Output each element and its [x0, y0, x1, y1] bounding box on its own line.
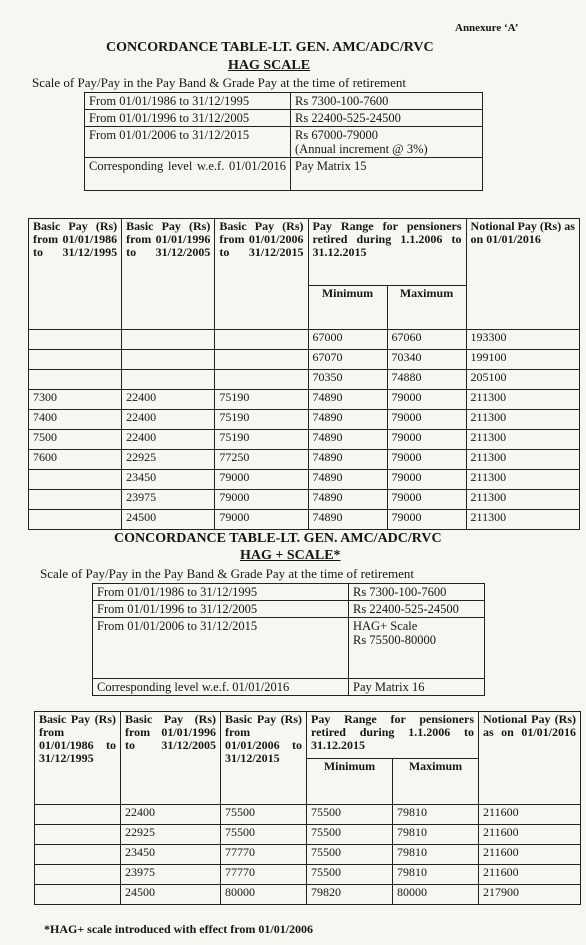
header-basic-pay-1996: Basic Pay (Rs) from 01/01/1996 to 31/12/2005 [121, 712, 221, 805]
period-row [85, 93, 483, 110]
section2-title: CONCORDANCE TABLE-LT. GEN. AMC/ADC/RVC [114, 531, 442, 546]
table-cell: 205100 [466, 370, 579, 390]
table-cell: 70350 [308, 370, 387, 390]
corresponding-row [93, 679, 485, 696]
period-cell: From 01/01/2006 to 31/12/2015 [93, 618, 349, 679]
table-cell [215, 330, 308, 350]
scale-cell: Rs 22400-525-24500 [349, 601, 485, 618]
table-cell: 211600 [479, 825, 581, 845]
table-cell: 7300 [29, 390, 122, 410]
section1-title: CONCORDANCE TABLE-LT. GEN. AMC/ADC/RVC [106, 40, 434, 55]
scale-value: HAG+ Scale [353, 619, 418, 633]
table-cell: 79810 [393, 805, 479, 825]
table-cell: 22400 [122, 390, 215, 410]
table-cell: 74890 [308, 410, 387, 430]
table-cell [215, 350, 308, 370]
section1-period-table [84, 92, 483, 191]
table-row [29, 450, 580, 470]
table-cell [29, 490, 122, 510]
period-cell: From 01/01/1986 to 31/12/1995 [85, 93, 291, 110]
table-cell: 7500 [29, 430, 122, 450]
table-cell: 211300 [466, 450, 579, 470]
table-cell: 79000 [215, 510, 308, 530]
table-cell [35, 825, 121, 845]
table-cell: 24500 [121, 885, 221, 905]
header-notional-pay: Notional Pay (Rs) as on 01/01/2016 [466, 219, 579, 330]
scale-value: Rs 67000-79000 [295, 128, 378, 142]
table-row [29, 410, 580, 430]
table-cell [122, 350, 215, 370]
header-notional-pay: Notional Pay (Rs) as on 01/01/2016 [479, 712, 581, 805]
period-row [93, 601, 485, 618]
period-cell: From 01/01/1996 to 31/12/2005 [85, 110, 291, 127]
footnote: *HAG+ scale introduced with effect from 01/01/2006 [44, 922, 314, 936]
table-cell [29, 510, 122, 530]
section2-lead: Scale of Pay/Pay in the Pay Band & Grade Pay at the time of retirement [40, 566, 415, 581]
table-cell: 199100 [466, 350, 579, 370]
table-row [29, 470, 580, 490]
table-cell: 7400 [29, 410, 122, 430]
table-cell: 75190 [215, 390, 308, 410]
table-cell: 74890 [308, 450, 387, 470]
table-cell [35, 865, 121, 885]
table-row [29, 370, 580, 390]
corresponding-value: Pay Matrix 15 [291, 158, 483, 191]
table-row [35, 845, 581, 865]
table-cell: 79000 [387, 390, 466, 410]
table-cell: 211300 [466, 470, 579, 490]
table-cell: 77770 [221, 845, 307, 865]
period-cell: From 01/01/1986 to 31/12/1995 [93, 584, 349, 601]
table-cell: 75500 [307, 845, 393, 865]
table-cell: 23975 [121, 865, 221, 885]
table-cell [35, 885, 121, 905]
table-cell: 79000 [387, 470, 466, 490]
table-cell: 75190 [215, 410, 308, 430]
scale-cell [349, 618, 485, 679]
header-pay-range: Pay Range for pensioners retired during 1.1.2006 to 31.12.2015 [308, 219, 466, 286]
table-cell: 67070 [308, 350, 387, 370]
table-cell: 79000 [387, 450, 466, 470]
table-cell: 193300 [466, 330, 579, 350]
table-cell: 79810 [393, 825, 479, 845]
table-cell: 211600 [479, 805, 581, 825]
table-cell: 22400 [121, 805, 221, 825]
table-cell: 23450 [122, 470, 215, 490]
period-row [93, 618, 485, 679]
header-maximum: Maximum [393, 759, 479, 805]
table-cell: 211300 [466, 390, 579, 410]
table-cell [29, 370, 122, 390]
table-cell [215, 370, 308, 390]
scale-cell [291, 127, 483, 158]
section2-table-body [35, 805, 581, 905]
period-row [85, 110, 483, 127]
annexure-label: Annexure ‘A’ [455, 22, 519, 34]
header-row [29, 219, 580, 286]
table-cell: 70340 [387, 350, 466, 370]
table-cell: 22925 [122, 450, 215, 470]
table-cell: 79000 [215, 470, 308, 490]
table-cell: 217900 [479, 885, 581, 905]
table-row [35, 805, 581, 825]
header-minimum: Minimum [307, 759, 393, 805]
scale-cell: Rs 7300-100-7600 [349, 584, 485, 601]
table-cell [29, 330, 122, 350]
table-cell [35, 845, 121, 865]
table-cell [122, 330, 215, 350]
table-cell: 75500 [307, 805, 393, 825]
table-cell: 74890 [308, 510, 387, 530]
corresponding-label: Corresponding level w.e.f. 01/01/2016 [85, 158, 291, 191]
table-cell: 211600 [479, 845, 581, 865]
table-cell: 79810 [393, 865, 479, 885]
table-cell [122, 370, 215, 390]
scale-cell: Rs 7300-100-7600 [291, 93, 483, 110]
section1-table-body [29, 330, 580, 530]
table-row [29, 430, 580, 450]
header-minimum: Minimum [308, 286, 387, 330]
section2-period-table [92, 583, 485, 696]
table-row [35, 825, 581, 845]
table-cell: 79000 [387, 490, 466, 510]
table-cell: 22400 [122, 410, 215, 430]
table-cell: 211300 [466, 510, 579, 530]
corresponding-value: Pay Matrix 16 [349, 679, 485, 696]
period-cell: From 01/01/1996 to 31/12/2005 [93, 601, 349, 618]
table-cell: 79810 [393, 845, 479, 865]
table-cell: 79000 [387, 430, 466, 450]
table-cell: 77770 [221, 865, 307, 885]
table-cell: 23450 [121, 845, 221, 865]
header-pay-range: Pay Range for pensioners retired during 1.1.2006 to 31.12.2015 [307, 712, 479, 759]
table-cell: 67060 [387, 330, 466, 350]
scale-note: (Annual increment @ 3%) [295, 142, 428, 156]
table-cell: 75500 [307, 865, 393, 885]
table-cell: 75500 [307, 825, 393, 845]
table-cell: 80000 [221, 885, 307, 905]
header-basic-pay-1986: Basic Pay (Rs) from 01/01/1986 to 31/12/1995 [29, 219, 122, 330]
header-row [35, 712, 581, 759]
corresponding-row [85, 158, 483, 191]
table-cell: 211300 [466, 490, 579, 510]
table-cell: 75190 [215, 430, 308, 450]
section1-subtitle: HAG SCALE [228, 58, 311, 73]
table-cell: 74890 [308, 430, 387, 450]
table-row [29, 490, 580, 510]
table-cell: 211300 [466, 430, 579, 450]
table-cell: 79820 [307, 885, 393, 905]
table-cell: 74890 [308, 390, 387, 410]
corresponding-label: Corresponding level w.e.f. 01/01/2016 [93, 679, 349, 696]
table-cell: 77250 [215, 450, 308, 470]
table-cell [29, 350, 122, 370]
table-row [35, 885, 581, 905]
table-cell: 23975 [122, 490, 215, 510]
period-cell: From 01/01/2006 to 31/12/2015 [85, 127, 291, 158]
period-row [93, 584, 485, 601]
table-row [35, 865, 581, 885]
section2-concordance-table [34, 711, 581, 905]
table-row [29, 510, 580, 530]
table-row [29, 390, 580, 410]
table-cell: 67000 [308, 330, 387, 350]
header-basic-pay-1996: Basic Pay (Rs) from 01/01/1996 to 31/12/2005 [122, 219, 215, 330]
scale-cell: Rs 22400-525-24500 [291, 110, 483, 127]
table-cell: 24500 [122, 510, 215, 530]
table-cell: 74890 [308, 470, 387, 490]
table-cell: 79000 [387, 410, 466, 430]
table-cell: 22925 [121, 825, 221, 845]
table-cell: 211600 [479, 865, 581, 885]
table-cell: 7600 [29, 450, 122, 470]
header-maximum: Maximum [387, 286, 466, 330]
header-basic-pay-1986: Basic Pay (Rs) from 01/01/1986 to 31/12/1995 [35, 712, 121, 805]
section2-subtitle: HAG + SCALE* [240, 548, 341, 563]
table-cell: 75500 [221, 825, 307, 845]
header-basic-pay-2006: Basic Pay (Rs) from 01/01/2006 to 31/12/2015 [221, 712, 307, 805]
table-cell [35, 805, 121, 825]
table-cell: 211300 [466, 410, 579, 430]
table-cell: 79000 [387, 510, 466, 530]
table-cell: 79000 [215, 490, 308, 510]
table-cell: 74880 [387, 370, 466, 390]
header-basic-pay-2006: Basic Pay (Rs) from 01/01/2006 to 31/12/2015 [215, 219, 308, 330]
section1-lead: Scale of Pay/Pay in the Pay Band & Grade Pay at the time of retirement [32, 75, 407, 90]
table-cell [29, 470, 122, 490]
table-row [29, 330, 580, 350]
table-cell: 80000 [393, 885, 479, 905]
section1-concordance-table [28, 218, 580, 530]
table-row [29, 350, 580, 370]
period-row [85, 127, 483, 158]
scale-note: Rs 75500-80000 [353, 633, 436, 647]
table-cell: 75500 [221, 805, 307, 825]
table-cell: 74890 [308, 490, 387, 510]
table-cell: 22400 [122, 430, 215, 450]
